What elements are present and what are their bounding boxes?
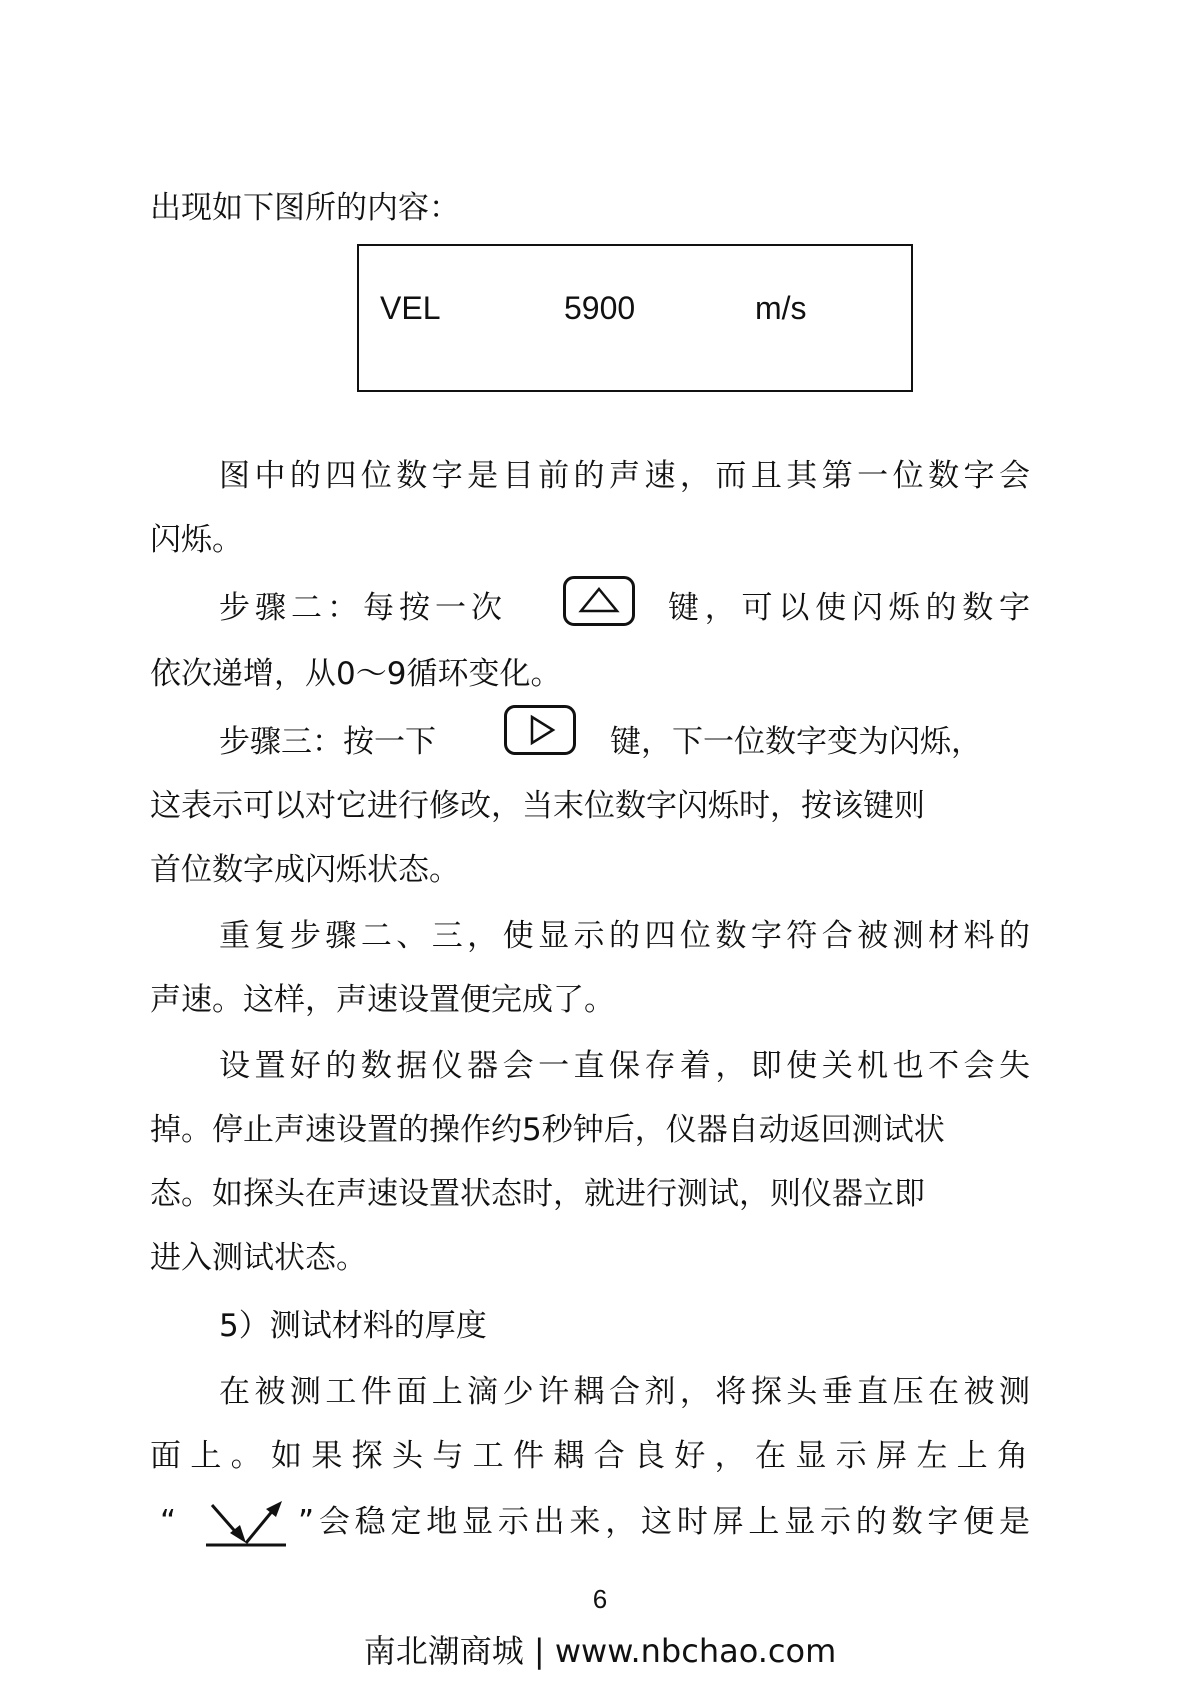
- test-line1: 在被测工件面上滴少许耦合剂，将探头垂直压在被测: [219, 1374, 1030, 1410]
- step3-after: 键，下一位数字变为闪烁，: [610, 724, 982, 760]
- save-line1: 设置好的数据仪器会一直保存着，即使关机也不会失: [219, 1048, 1030, 1084]
- page-number: 6: [592, 1584, 608, 1614]
- footer-watermark: 南北潮商城 | www.nbchao.com: [363, 1632, 837, 1670]
- save-line2: 掉。停止声速设置的操作约5秒钟后，仪器自动返回测试状: [150, 1112, 945, 1148]
- step2-line2: 依次递增，从0～9循环变化。: [150, 656, 562, 692]
- repeat-line2: 声速。这样，声速设置便完成了。: [150, 982, 615, 1018]
- step2-after: 键，可以使闪烁的数字: [668, 590, 1030, 626]
- lcd-value: 5900: [564, 290, 636, 326]
- test-line2: 面上。如果探头与工件耦合良好，在显示屏左上角: [150, 1438, 1030, 1474]
- para1-line1: 图中的四位数字是目前的声速，而且其第一位数字会: [219, 458, 1030, 494]
- intro-text: 出现如下图所的内容：: [150, 190, 460, 226]
- step3-line3: 首位数字成闪烁状态。: [150, 852, 460, 888]
- test-line3: ”会稳定地显示出来，这时屏上显示的数字便是: [298, 1504, 1030, 1540]
- right-triangle-key-icon: [504, 705, 576, 755]
- repeat-line1: 重复步骤二、三，使显示的四位数字符合被测材料的: [219, 918, 1030, 954]
- section-heading-5: 5）测试材料的厚度: [219, 1308, 487, 1344]
- save-line4: 进入测试状态。: [150, 1240, 367, 1276]
- coupling-indicator-icon: [202, 1497, 290, 1549]
- lcd-display: [357, 244, 913, 392]
- step3-line2: 这表示可以对它进行修改，当末位数字闪烁时，按该键则: [150, 788, 925, 824]
- up-triangle-key-icon: [563, 576, 635, 626]
- open-quote: “: [160, 1504, 177, 1540]
- step3-before: 步骤三：按一下: [219, 724, 436, 760]
- save-line3: 态。如探头在声速设置状态时，就进行测试，则仪器立即: [150, 1176, 925, 1212]
- lcd-label: VEL: [380, 290, 441, 326]
- lcd-unit: m/s: [755, 290, 807, 326]
- para1-line2: 闪烁。: [150, 522, 243, 558]
- step2-before: 步骤二：每按一次: [219, 590, 507, 626]
